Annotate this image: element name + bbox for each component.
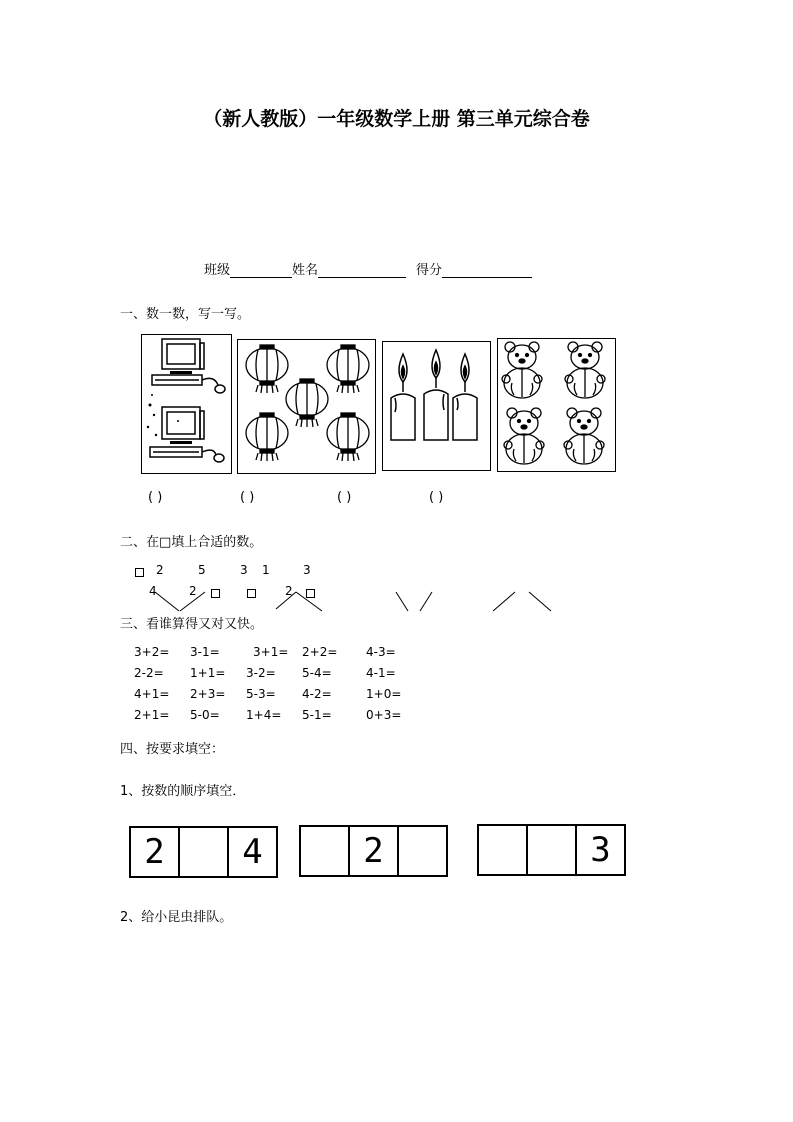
sequence-cell[interactable]: 2 xyxy=(350,827,399,875)
calc-item[interactable]: 3-2= xyxy=(246,666,276,680)
split-line xyxy=(529,592,551,611)
sequence-cell[interactable] xyxy=(180,828,229,876)
split-number: 5 xyxy=(198,563,206,577)
sequence-cell[interactable] xyxy=(479,826,528,874)
calc-item[interactable]: 1+4= xyxy=(246,708,282,722)
sequence-cell[interactable]: 2 xyxy=(131,828,180,876)
name-label: 姓名 xyxy=(292,263,319,278)
answer-paren-4[interactable]: ( ) xyxy=(429,490,444,505)
page-title: （新人教版）一年级数学上册 第三单元综合卷 xyxy=(203,108,590,130)
split-line xyxy=(420,592,432,611)
split-number: 1 xyxy=(262,563,270,577)
sequence-box-group-3 xyxy=(477,824,626,876)
section-4-heading: 四、按要求填空： xyxy=(120,742,225,757)
sequence-cell[interactable] xyxy=(528,826,577,874)
calc-item[interactable]: 3+1= xyxy=(253,645,289,659)
class-label: 班级 xyxy=(204,263,231,278)
split-number: 2 xyxy=(189,584,197,598)
calc-item[interactable]: 2+2= xyxy=(302,645,338,659)
sequence-cell[interactable] xyxy=(399,827,446,875)
split-number: 3 xyxy=(303,563,311,577)
split-number: 2 xyxy=(156,563,164,577)
sequence-box-group-2 xyxy=(299,825,448,877)
calc-item[interactable]: 4-1= xyxy=(366,666,396,680)
section-4-1-heading: 1、按数的顺序填空． xyxy=(120,784,246,799)
calc-item[interactable]: 2+1= xyxy=(134,708,170,722)
split-number: 4 xyxy=(149,584,157,598)
answer-paren-3[interactable]: ( ) xyxy=(337,490,352,505)
section-1-heading: 一、数一数，写一写。 xyxy=(120,307,251,322)
sequence-box-group-1 xyxy=(129,826,278,878)
calc-item[interactable]: 5-4= xyxy=(302,666,332,680)
calc-item[interactable]: 4-3= xyxy=(366,645,396,659)
calc-item[interactable]: 0+3= xyxy=(366,708,402,722)
calc-item[interactable]: 2-2= xyxy=(134,666,164,680)
split-number: 3 xyxy=(240,563,248,577)
calc-item[interactable]: 5-3= xyxy=(246,687,276,701)
sequence-cell[interactable]: 3 xyxy=(590,830,611,870)
split-line xyxy=(276,592,296,609)
split-number: 2 xyxy=(285,584,293,598)
sequence-cell[interactable] xyxy=(301,827,350,875)
score-label: 得分 xyxy=(416,263,443,278)
split-line xyxy=(296,592,322,611)
split-line xyxy=(396,592,408,611)
calc-item[interactable]: 4+1= xyxy=(134,687,170,701)
section-4-2-heading: 2、给小昆虫排队。 xyxy=(120,910,233,925)
split-line xyxy=(155,592,179,611)
section-3-heading: 三、看谁算得又对又快。 xyxy=(120,617,264,632)
calc-item[interactable]: 1+0= xyxy=(366,687,402,701)
sequence-cell[interactable]: 4 xyxy=(242,832,263,872)
split-line xyxy=(180,592,205,611)
answer-paren-2[interactable]: ( ) xyxy=(240,490,255,505)
calc-item[interactable]: 3-1= xyxy=(190,645,220,659)
calc-item[interactable]: 4-2= xyxy=(302,687,332,701)
split-line xyxy=(493,592,515,611)
calc-item[interactable]: 2+3= xyxy=(190,687,226,701)
calc-item[interactable]: 5-0= xyxy=(190,708,220,722)
answer-paren-1[interactable]: ( ) xyxy=(148,490,163,505)
calc-item[interactable]: 1+1= xyxy=(190,666,226,680)
calc-item[interactable]: 3+2= xyxy=(134,645,170,659)
calc-item[interactable]: 5-1= xyxy=(302,708,332,722)
section-2-heading: 二、在□填上合适的数。 xyxy=(120,535,263,550)
